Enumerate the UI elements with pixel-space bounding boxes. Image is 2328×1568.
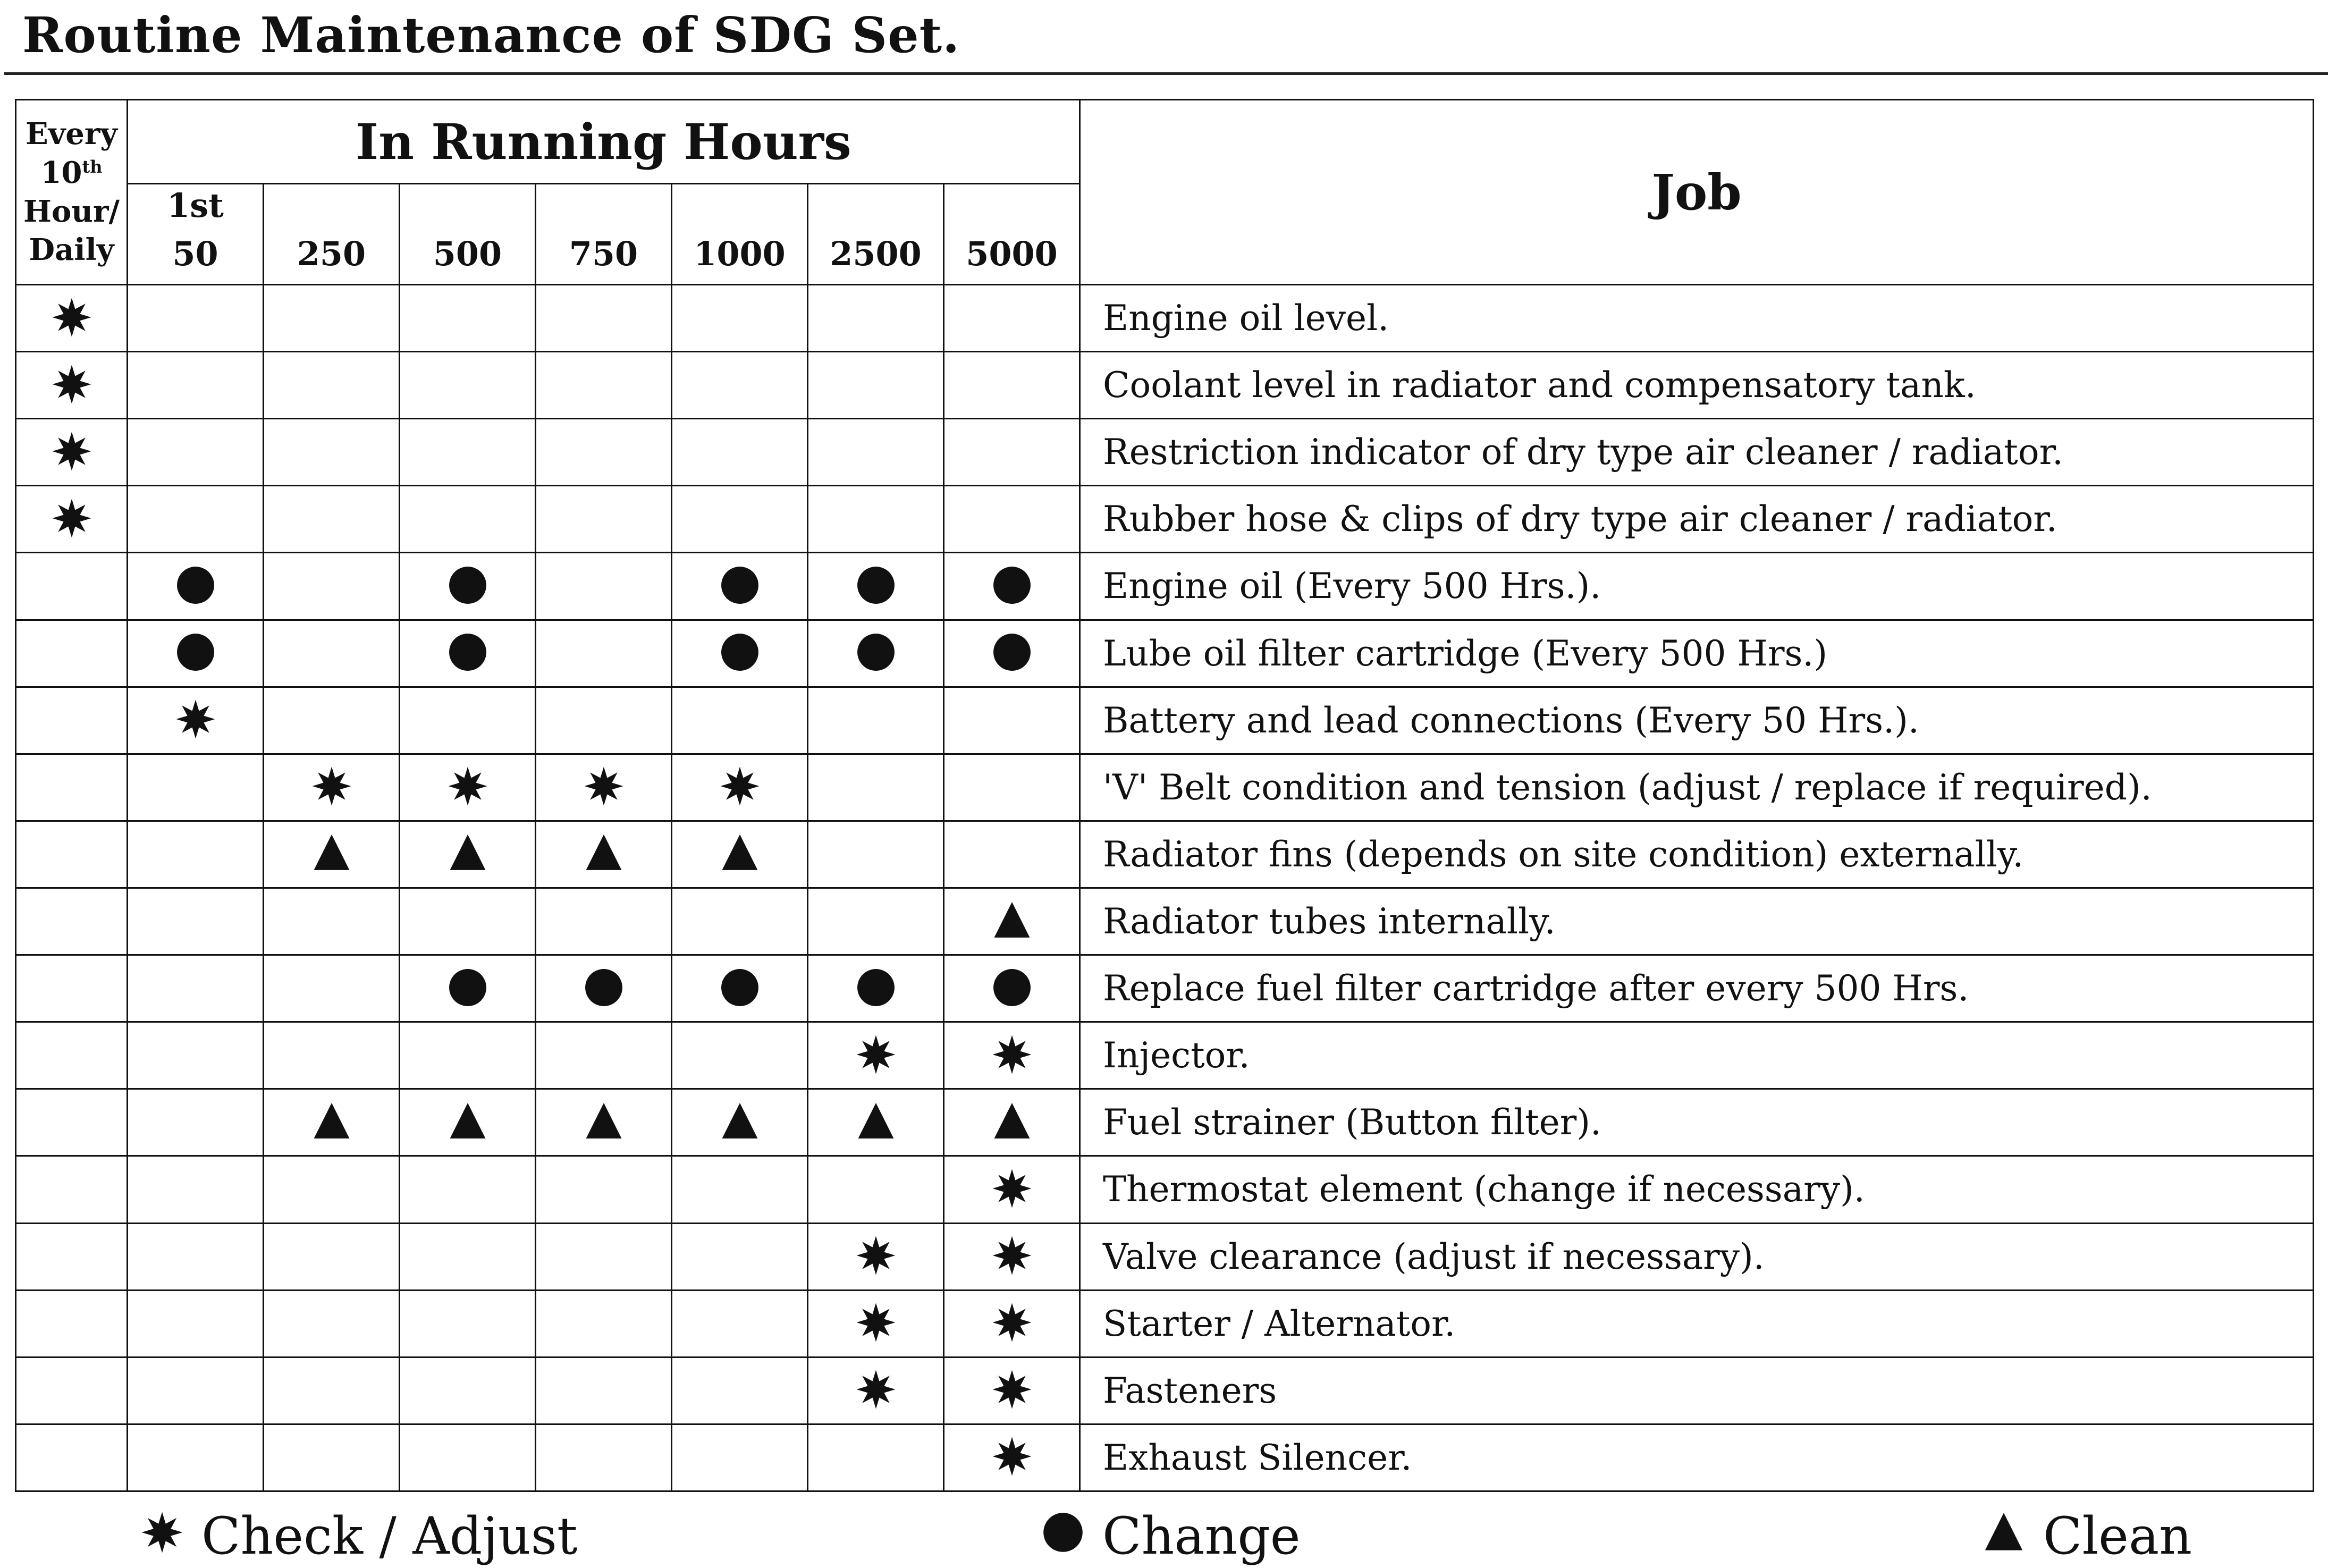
- mark-cell: [128, 754, 264, 821]
- mark-cell: [128, 687, 264, 754]
- filled-circle-icon: [856, 565, 896, 608]
- mark-cell: [944, 1357, 1080, 1424]
- star-burst-icon: [52, 364, 92, 407]
- star-burst-icon: [992, 1168, 1032, 1211]
- mark-cell: [536, 553, 672, 620]
- mark-cell: [536, 821, 672, 888]
- header-running-hours: In Running Hours: [128, 100, 1080, 184]
- mark-cell: [400, 1022, 536, 1089]
- mark-cell: [16, 1290, 128, 1357]
- filled-triangle-icon: [720, 833, 760, 875]
- mark-cell: [944, 821, 1080, 888]
- filled-triangle-icon: [311, 833, 352, 875]
- filled-circle-icon: [992, 632, 1032, 675]
- star-burst-icon: [992, 1235, 1032, 1278]
- mark-cell: [128, 1089, 264, 1156]
- header-col-1000: 1000: [672, 184, 808, 285]
- star-burst-icon: [52, 498, 92, 541]
- mark-cell: [400, 285, 536, 352]
- mark-cell: [128, 1022, 264, 1089]
- mark-cell: [16, 352, 128, 419]
- table-row: [16, 1290, 2314, 1357]
- mark-cell: [944, 1156, 1080, 1223]
- mark-cell: [264, 352, 400, 419]
- mark-cell: [128, 821, 264, 888]
- mark-cell: [808, 1290, 944, 1357]
- mark-cell: [400, 1089, 536, 1156]
- mark-cell: [944, 1424, 1080, 1491]
- mark-cell: [808, 1357, 944, 1424]
- table-row: [16, 1424, 2314, 1491]
- mark-cell: [128, 486, 264, 553]
- mark-cell: [128, 1290, 264, 1357]
- mark-cell: [536, 1290, 672, 1357]
- mark-cell: [808, 553, 944, 620]
- mark-cell: [264, 1424, 400, 1491]
- star-burst-icon: [141, 1506, 183, 1566]
- table-row: [16, 1089, 2314, 1156]
- mark-cell: [264, 955, 400, 1022]
- header-job: Job: [1080, 100, 2314, 285]
- legend-clean-label: Clean: [2043, 1506, 2192, 1566]
- job-description: Radiator fins (depends on site condition) externally.: [1080, 821, 2314, 888]
- title-divider: [4, 72, 2328, 75]
- page-title: Routine Maintenance of SDG Set.: [22, 6, 960, 64]
- mark-cell: [536, 754, 672, 821]
- mark-cell: [672, 955, 808, 1022]
- star-burst-icon: [992, 1034, 1032, 1077]
- mark-cell: [536, 285, 672, 352]
- job-description: Injector.: [1080, 1022, 2314, 1089]
- job-description: Lube oil filter cartridge (Every 500 Hrs.): [1080, 620, 2314, 687]
- filled-circle-icon: [856, 967, 896, 1010]
- mark-cell: [672, 553, 808, 620]
- filled-triangle-icon: [992, 900, 1032, 943]
- mark-cell: [944, 754, 1080, 821]
- legend-check: [141, 1504, 578, 1568]
- mark-cell: [672, 1424, 808, 1491]
- mark-cell: [672, 1089, 808, 1156]
- mark-cell: [808, 1089, 944, 1156]
- mark-cell: [672, 687, 808, 754]
- table-row: [16, 687, 2314, 754]
- job-description: Restriction indicator of dry type air cleaner / radiator.: [1080, 419, 2314, 486]
- mark-cell: [128, 419, 264, 486]
- mark-cell: [264, 1357, 400, 1424]
- mark-cell: [400, 888, 536, 955]
- filled-circle-icon: [175, 632, 216, 675]
- table-row: [16, 486, 2314, 553]
- mark-cell: [16, 285, 128, 352]
- table-row: [16, 352, 2314, 419]
- filled-circle-icon: [720, 565, 760, 608]
- mark-cell: [808, 285, 944, 352]
- mark-cell: [16, 955, 128, 1022]
- star-burst-icon: [448, 766, 488, 808]
- mark-cell: [400, 1223, 536, 1290]
- mark-cell: [16, 1156, 128, 1223]
- table-row: [16, 1022, 2314, 1089]
- job-description: Radiator tubes internally.: [1080, 888, 2314, 955]
- mark-cell: [16, 1357, 128, 1424]
- star-burst-icon: [720, 766, 760, 808]
- filled-triangle-icon: [720, 1101, 760, 1144]
- mark-cell: [536, 1223, 672, 1290]
- mark-cell: [944, 955, 1080, 1022]
- mark-cell: [400, 1357, 536, 1424]
- job-description: Replace fuel filter cartridge after every 500 Hrs.: [1080, 955, 2314, 1022]
- header-daily-line2: 10th: [40, 155, 103, 190]
- filled-circle-icon: [584, 967, 624, 1010]
- mark-cell: [536, 687, 672, 754]
- mark-cell: [400, 419, 536, 486]
- mark-cell: [944, 553, 1080, 620]
- mark-cell: [128, 955, 264, 1022]
- mark-cell: [128, 620, 264, 687]
- mark-cell: [808, 687, 944, 754]
- mark-cell: [16, 1089, 128, 1156]
- mark-cell: [536, 352, 672, 419]
- mark-cell: [808, 352, 944, 419]
- legend-change: [1042, 1504, 1301, 1568]
- mark-cell: [128, 285, 264, 352]
- job-description: Engine oil (Every 500 Hrs.).: [1080, 553, 2314, 620]
- mark-cell: [808, 419, 944, 486]
- header-col-750: 750: [536, 184, 672, 285]
- mark-cell: [808, 754, 944, 821]
- filled-circle-icon: [992, 565, 1032, 608]
- table-row: [16, 1223, 2314, 1290]
- star-burst-icon: [311, 766, 352, 808]
- mark-cell: [128, 1156, 264, 1223]
- star-burst-icon: [52, 297, 92, 340]
- filled-triangle-icon: [584, 833, 624, 875]
- mark-cell: [944, 352, 1080, 419]
- job-description: Coolant level in radiator and compensatory tank.: [1080, 352, 2314, 419]
- mark-cell: [808, 1424, 944, 1491]
- mark-cell: [808, 955, 944, 1022]
- mark-cell: [808, 486, 944, 553]
- mark-cell: [264, 486, 400, 553]
- job-description: Valve clearance (adjust if necessary).: [1080, 1223, 2314, 1290]
- job-description: Thermostat element (change if necessary).: [1080, 1156, 2314, 1223]
- mark-cell: [264, 1290, 400, 1357]
- mark-cell: [808, 1223, 944, 1290]
- mark-cell: [400, 1424, 536, 1491]
- mark-cell: [672, 285, 808, 352]
- mark-cell: [672, 620, 808, 687]
- filled-circle-icon: [175, 565, 216, 608]
- mark-cell: [672, 1357, 808, 1424]
- mark-cell: [944, 1290, 1080, 1357]
- mark-cell: [16, 888, 128, 955]
- mark-cell: [16, 821, 128, 888]
- job-description: Fuel strainer (Button filter).: [1080, 1089, 2314, 1156]
- mark-cell: [400, 1156, 536, 1223]
- header-col-250: 250: [264, 184, 400, 285]
- filled-triangle-icon: [856, 1101, 896, 1144]
- mark-cell: [944, 620, 1080, 687]
- filled-triangle-icon: [448, 1101, 488, 1144]
- mark-cell: [264, 1156, 400, 1223]
- mark-cell: [128, 352, 264, 419]
- mark-cell: [400, 754, 536, 821]
- header-daily-line4: Daily: [29, 232, 114, 268]
- mark-cell: [536, 888, 672, 955]
- header-daily-line1: Every: [26, 116, 117, 151]
- mark-cell: [264, 1089, 400, 1156]
- mark-cell: [672, 352, 808, 419]
- filled-triangle-icon: [448, 833, 488, 875]
- mark-cell: [128, 888, 264, 955]
- star-burst-icon: [175, 699, 216, 741]
- mark-cell: [944, 1223, 1080, 1290]
- filled-circle-icon: [720, 632, 760, 675]
- mark-cell: [400, 486, 536, 553]
- job-description: 'V' Belt condition and tension (adjust / replace if required).: [1080, 754, 2314, 821]
- table-row: [16, 821, 2314, 888]
- mark-cell: [672, 754, 808, 821]
- star-burst-icon: [584, 766, 624, 808]
- mark-cell: [264, 553, 400, 620]
- mark-cell: [16, 486, 128, 553]
- mark-cell: [536, 419, 672, 486]
- mark-cell: [944, 888, 1080, 955]
- mark-cell: [264, 1022, 400, 1089]
- mark-cell: [128, 1424, 264, 1491]
- mark-cell: [536, 1089, 672, 1156]
- mark-cell: [264, 888, 400, 955]
- mark-cell: [672, 486, 808, 553]
- mark-cell: [672, 1156, 808, 1223]
- mark-cell: [264, 620, 400, 687]
- mark-cell: [264, 754, 400, 821]
- job-description: Engine oil level.: [1080, 285, 2314, 352]
- table-row: [16, 1357, 2314, 1424]
- star-burst-icon: [992, 1302, 1032, 1345]
- star-burst-icon: [52, 431, 92, 474]
- mark-cell: [16, 687, 128, 754]
- mark-cell: [16, 1223, 128, 1290]
- mark-cell: [672, 821, 808, 888]
- star-burst-icon: [856, 1034, 896, 1077]
- mark-cell: [536, 1424, 672, 1491]
- filled-circle-icon: [448, 565, 488, 608]
- mark-cell: [16, 754, 128, 821]
- mark-cell: [16, 419, 128, 486]
- filled-triangle-icon: [311, 1101, 352, 1144]
- job-description: Exhaust Silencer.: [1080, 1424, 2314, 1491]
- mark-cell: [128, 553, 264, 620]
- mark-cell: [400, 1290, 536, 1357]
- mark-cell: [672, 1223, 808, 1290]
- mark-cell: [16, 1424, 128, 1491]
- mark-cell: [672, 1290, 808, 1357]
- mark-cell: [400, 352, 536, 419]
- table-body: [16, 285, 2314, 1491]
- star-burst-icon: [856, 1235, 896, 1278]
- mark-cell: [264, 419, 400, 486]
- mark-cell: [16, 553, 128, 620]
- table-row: [16, 754, 2314, 821]
- mark-cell: [400, 553, 536, 620]
- table-row: [16, 955, 2314, 1022]
- maintenance-table: [15, 99, 2314, 1492]
- mark-cell: [808, 821, 944, 888]
- job-description: Battery and lead connections (Every 50 Hrs.).: [1080, 687, 2314, 754]
- header-daily-line3: Hour/: [23, 193, 120, 229]
- mark-cell: [536, 1156, 672, 1223]
- star-burst-icon: [856, 1302, 896, 1345]
- table-row: [16, 285, 2314, 352]
- mark-cell: [672, 888, 808, 955]
- mark-cell: [944, 1089, 1080, 1156]
- mark-cell: [944, 687, 1080, 754]
- mark-cell: [264, 821, 400, 888]
- mark-cell: [808, 1156, 944, 1223]
- table-row: [16, 620, 2314, 687]
- legend-clean: [1983, 1504, 2192, 1568]
- header-col-2500: 2500: [808, 184, 944, 285]
- filled-circle-icon: [992, 967, 1032, 1010]
- mark-cell: [264, 285, 400, 352]
- star-burst-icon: [856, 1369, 896, 1412]
- mark-cell: [128, 1223, 264, 1290]
- header-col-first-50: 1st 50: [128, 184, 264, 285]
- mark-cell: [536, 1022, 672, 1089]
- table-row: [16, 553, 2314, 620]
- mark-cell: [672, 419, 808, 486]
- job-description: Rubber hose & clips of dry type air cleaner / radiator.: [1080, 486, 2314, 553]
- mark-cell: [536, 486, 672, 553]
- mark-cell: [536, 620, 672, 687]
- filled-circle-icon: [720, 967, 760, 1010]
- mark-cell: [16, 620, 128, 687]
- mark-cell: [400, 620, 536, 687]
- mark-cell: [944, 486, 1080, 553]
- header-daily: [16, 100, 128, 285]
- job-description: Fasteners: [1080, 1357, 2314, 1424]
- filled-circle-icon: [1042, 1506, 1084, 1566]
- table-row: [16, 888, 2314, 955]
- mark-cell: [808, 888, 944, 955]
- filled-circle-icon: [448, 632, 488, 675]
- mark-cell: [264, 687, 400, 754]
- mark-cell: [264, 1223, 400, 1290]
- mark-cell: [400, 687, 536, 754]
- legend-change-label: Change: [1102, 1506, 1301, 1566]
- mark-cell: [536, 955, 672, 1022]
- star-burst-icon: [992, 1436, 1032, 1479]
- mark-cell: [400, 821, 536, 888]
- mark-cell: [944, 419, 1080, 486]
- mark-cell: [400, 955, 536, 1022]
- filled-triangle-icon: [992, 1101, 1032, 1144]
- legend-check-label: Check / Adjust: [201, 1506, 578, 1566]
- job-description: Starter / Alternator.: [1080, 1290, 2314, 1357]
- header-col-500: 500: [400, 184, 536, 285]
- table-row: [16, 1156, 2314, 1223]
- mark-cell: [672, 1022, 808, 1089]
- mark-cell: [16, 1022, 128, 1089]
- filled-triangle-icon: [584, 1101, 624, 1144]
- filled-circle-icon: [448, 967, 488, 1010]
- filled-triangle-icon: [1983, 1506, 2025, 1566]
- mark-cell: [944, 1022, 1080, 1089]
- mark-cell: [128, 1357, 264, 1424]
- filled-circle-icon: [856, 632, 896, 675]
- mark-cell: [536, 1357, 672, 1424]
- mark-cell: [808, 1022, 944, 1089]
- table-row: [16, 419, 2314, 486]
- mark-cell: [944, 285, 1080, 352]
- mark-cell: [808, 620, 944, 687]
- header-col-5000: 5000: [944, 184, 1080, 285]
- star-burst-icon: [992, 1369, 1032, 1412]
